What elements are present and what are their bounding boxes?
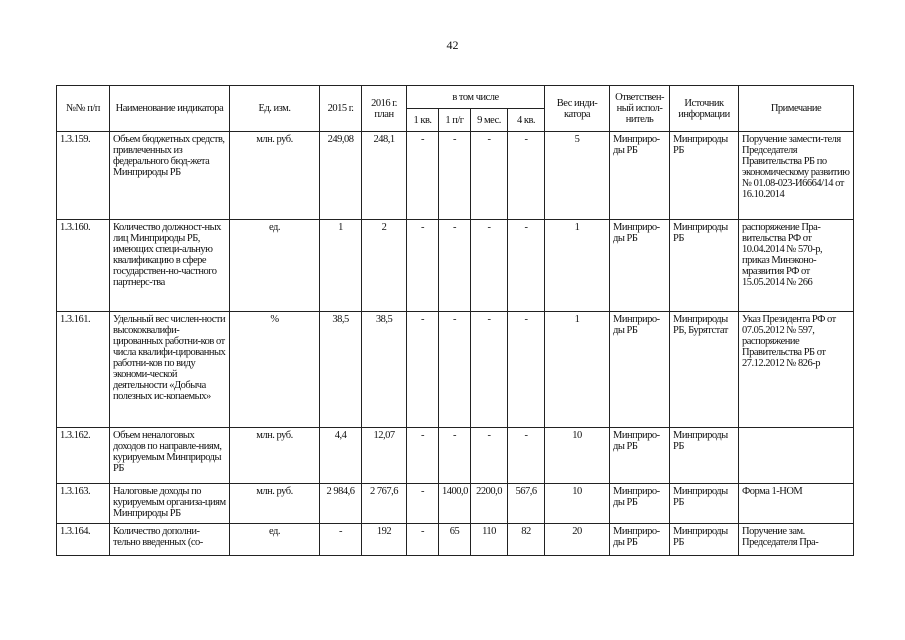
header-num: №№ п/п [57, 86, 110, 132]
cell-num: 1.3.160. [57, 220, 110, 312]
cell-weight: 10 [545, 428, 610, 484]
header-q1: 1 кв. [407, 109, 439, 132]
table-body [57, 132, 854, 556]
cell-unit: млн. руб. [230, 132, 320, 220]
cell-num: 1.3.161. [57, 312, 110, 428]
header-weight: Вес инди-катора [545, 86, 610, 132]
cell-q4: - [508, 132, 545, 220]
cell-num: 1.3.162. [57, 428, 110, 484]
cell-source: Минприроды РБ [670, 524, 739, 556]
cell-9m: - [471, 132, 508, 220]
header-note: Примечание [739, 86, 854, 132]
cell-h1: - [439, 312, 471, 428]
cell-source: Минприроды РБ [670, 484, 739, 524]
cell-responsible: Минприро-ды РБ [610, 428, 670, 484]
cell-responsible: Минприро-ды РБ [610, 484, 670, 524]
table-row [57, 220, 854, 312]
header-including: в том числе [407, 86, 545, 109]
cell-responsible: Минприро-ды РБ [610, 132, 670, 220]
cell-unit: млн. руб. [230, 428, 320, 484]
cell-name: Налоговые доходы по курируемым организа-циям Минприроды РБ [110, 484, 230, 524]
cell-2015: 2 984,6 [320, 484, 362, 524]
cell-q1: - [407, 428, 439, 484]
page-number: 42 [446, 38, 459, 52]
cell-q1: - [407, 484, 439, 524]
cell-q1: - [407, 312, 439, 428]
cell-unit: ед. [230, 524, 320, 556]
cell-2016-plan: 38,5 [362, 312, 407, 428]
indicators-table [56, 85, 854, 556]
cell-q4: - [508, 220, 545, 312]
cell-num: 1.3.163. [57, 484, 110, 524]
cell-note: Поручение зам. Председателя Пра- [739, 524, 854, 556]
table-row [57, 484, 854, 524]
cell-num: 1.3.164. [57, 524, 110, 556]
cell-h1: 1400,0 [439, 484, 471, 524]
cell-weight: 10 [545, 484, 610, 524]
cell-note: Форма 1-НОМ [739, 484, 854, 524]
cell-h1: - [439, 428, 471, 484]
table-row [57, 132, 854, 220]
cell-name: Объем бюджетных средств, привлеченных из федерального бюд-жета Минприроды РБ [110, 132, 230, 220]
cell-2015: 4,4 [320, 428, 362, 484]
header-q4: 4 кв. [508, 109, 545, 132]
cell-weight: 20 [545, 524, 610, 556]
cell-2016-plan: 192 [362, 524, 407, 556]
cell-num: 1.3.159. [57, 132, 110, 220]
cell-responsible: Минприро-ды РБ [610, 220, 670, 312]
cell-note [739, 428, 854, 484]
cell-9m: 110 [471, 524, 508, 556]
header-source: Источник информации [670, 86, 739, 132]
cell-responsible: Минприро-ды РБ [610, 524, 670, 556]
cell-unit: % [230, 312, 320, 428]
cell-h1: 65 [439, 524, 471, 556]
cell-q4: - [508, 428, 545, 484]
cell-name: Количество должност-ных лиц Минприроды РБ, имеющих специ-альную квалификацию в сфере государствен-но-частного партнерс-тва [110, 220, 230, 312]
cell-q1: - [407, 132, 439, 220]
cell-q4: - [508, 312, 545, 428]
header-unit: Ед. изм. [230, 86, 320, 132]
cell-9m: - [471, 220, 508, 312]
cell-9m: - [471, 312, 508, 428]
header-name: Наименование индикатора [110, 86, 230, 132]
header-row-1 [57, 86, 854, 109]
cell-weight: 1 [545, 220, 610, 312]
cell-2015: 1 [320, 220, 362, 312]
cell-weight: 1 [545, 312, 610, 428]
cell-2015: 38,5 [320, 312, 362, 428]
cell-2015: 249,08 [320, 132, 362, 220]
cell-name: Объем неналоговых доходов по направле-ниям, курируемым Минприроды РБ [110, 428, 230, 484]
cell-responsible: Минприро-ды РБ [610, 312, 670, 428]
cell-source: Минприроды РБ [670, 132, 739, 220]
cell-9m: 2200,0 [471, 484, 508, 524]
cell-h1: - [439, 132, 471, 220]
cell-2015: - [320, 524, 362, 556]
cell-source: Минприроды РБ [670, 428, 739, 484]
header-2015: 2015 г. [320, 86, 362, 132]
header-2016-plan: 2016 г. план [362, 86, 407, 132]
cell-h1: - [439, 220, 471, 312]
cell-name: Количество дополни-тельно введенных (со- [110, 524, 230, 556]
cell-unit: млн. руб. [230, 484, 320, 524]
table-row [57, 312, 854, 428]
header-responsible: Ответствен-ный испол-нитель [610, 86, 670, 132]
cell-2016-plan: 12,07 [362, 428, 407, 484]
cell-name: Удельный вес числен-ности высококвалифи-цированных работни-ков от числа квалифи-цированных работни-ков по виду экономи-ческой деятельности «Добыча полезных ис-копаемых» [110, 312, 230, 428]
cell-source: Минприроды РБ [670, 220, 739, 312]
cell-2016-plan: 2 [362, 220, 407, 312]
cell-note: Поручение замести-теля Председателя Правительства РБ по экономическому развитию № 01.08-023-И6664/14 от 16.10.2014 [739, 132, 854, 220]
table-row [57, 428, 854, 484]
cell-q1: - [407, 524, 439, 556]
cell-2016-plan: 248,1 [362, 132, 407, 220]
cell-q1: - [407, 220, 439, 312]
cell-unit: ед. [230, 220, 320, 312]
cell-q4: 567,6 [508, 484, 545, 524]
cell-9m: - [471, 428, 508, 484]
cell-note: распоряжение Пра-вительства РФ от 10.04.2014 № 570-р, приказ Минэконо-мразвития РФ от 15.05.2014 № 266 [739, 220, 854, 312]
cell-weight: 5 [545, 132, 610, 220]
cell-note: Указ Президента РФ от 07.05.2012 № 597, распоряжение Правительства РБ от 27.12.2012 № 826-р [739, 312, 854, 428]
cell-q4: 82 [508, 524, 545, 556]
header-9m: 9 мес. [471, 109, 508, 132]
cell-2016-plan: 2 767,6 [362, 484, 407, 524]
table-row [57, 524, 854, 556]
cell-source: Минприроды РБ, Бурятстат [670, 312, 739, 428]
header-h1: 1 п/г [439, 109, 471, 132]
